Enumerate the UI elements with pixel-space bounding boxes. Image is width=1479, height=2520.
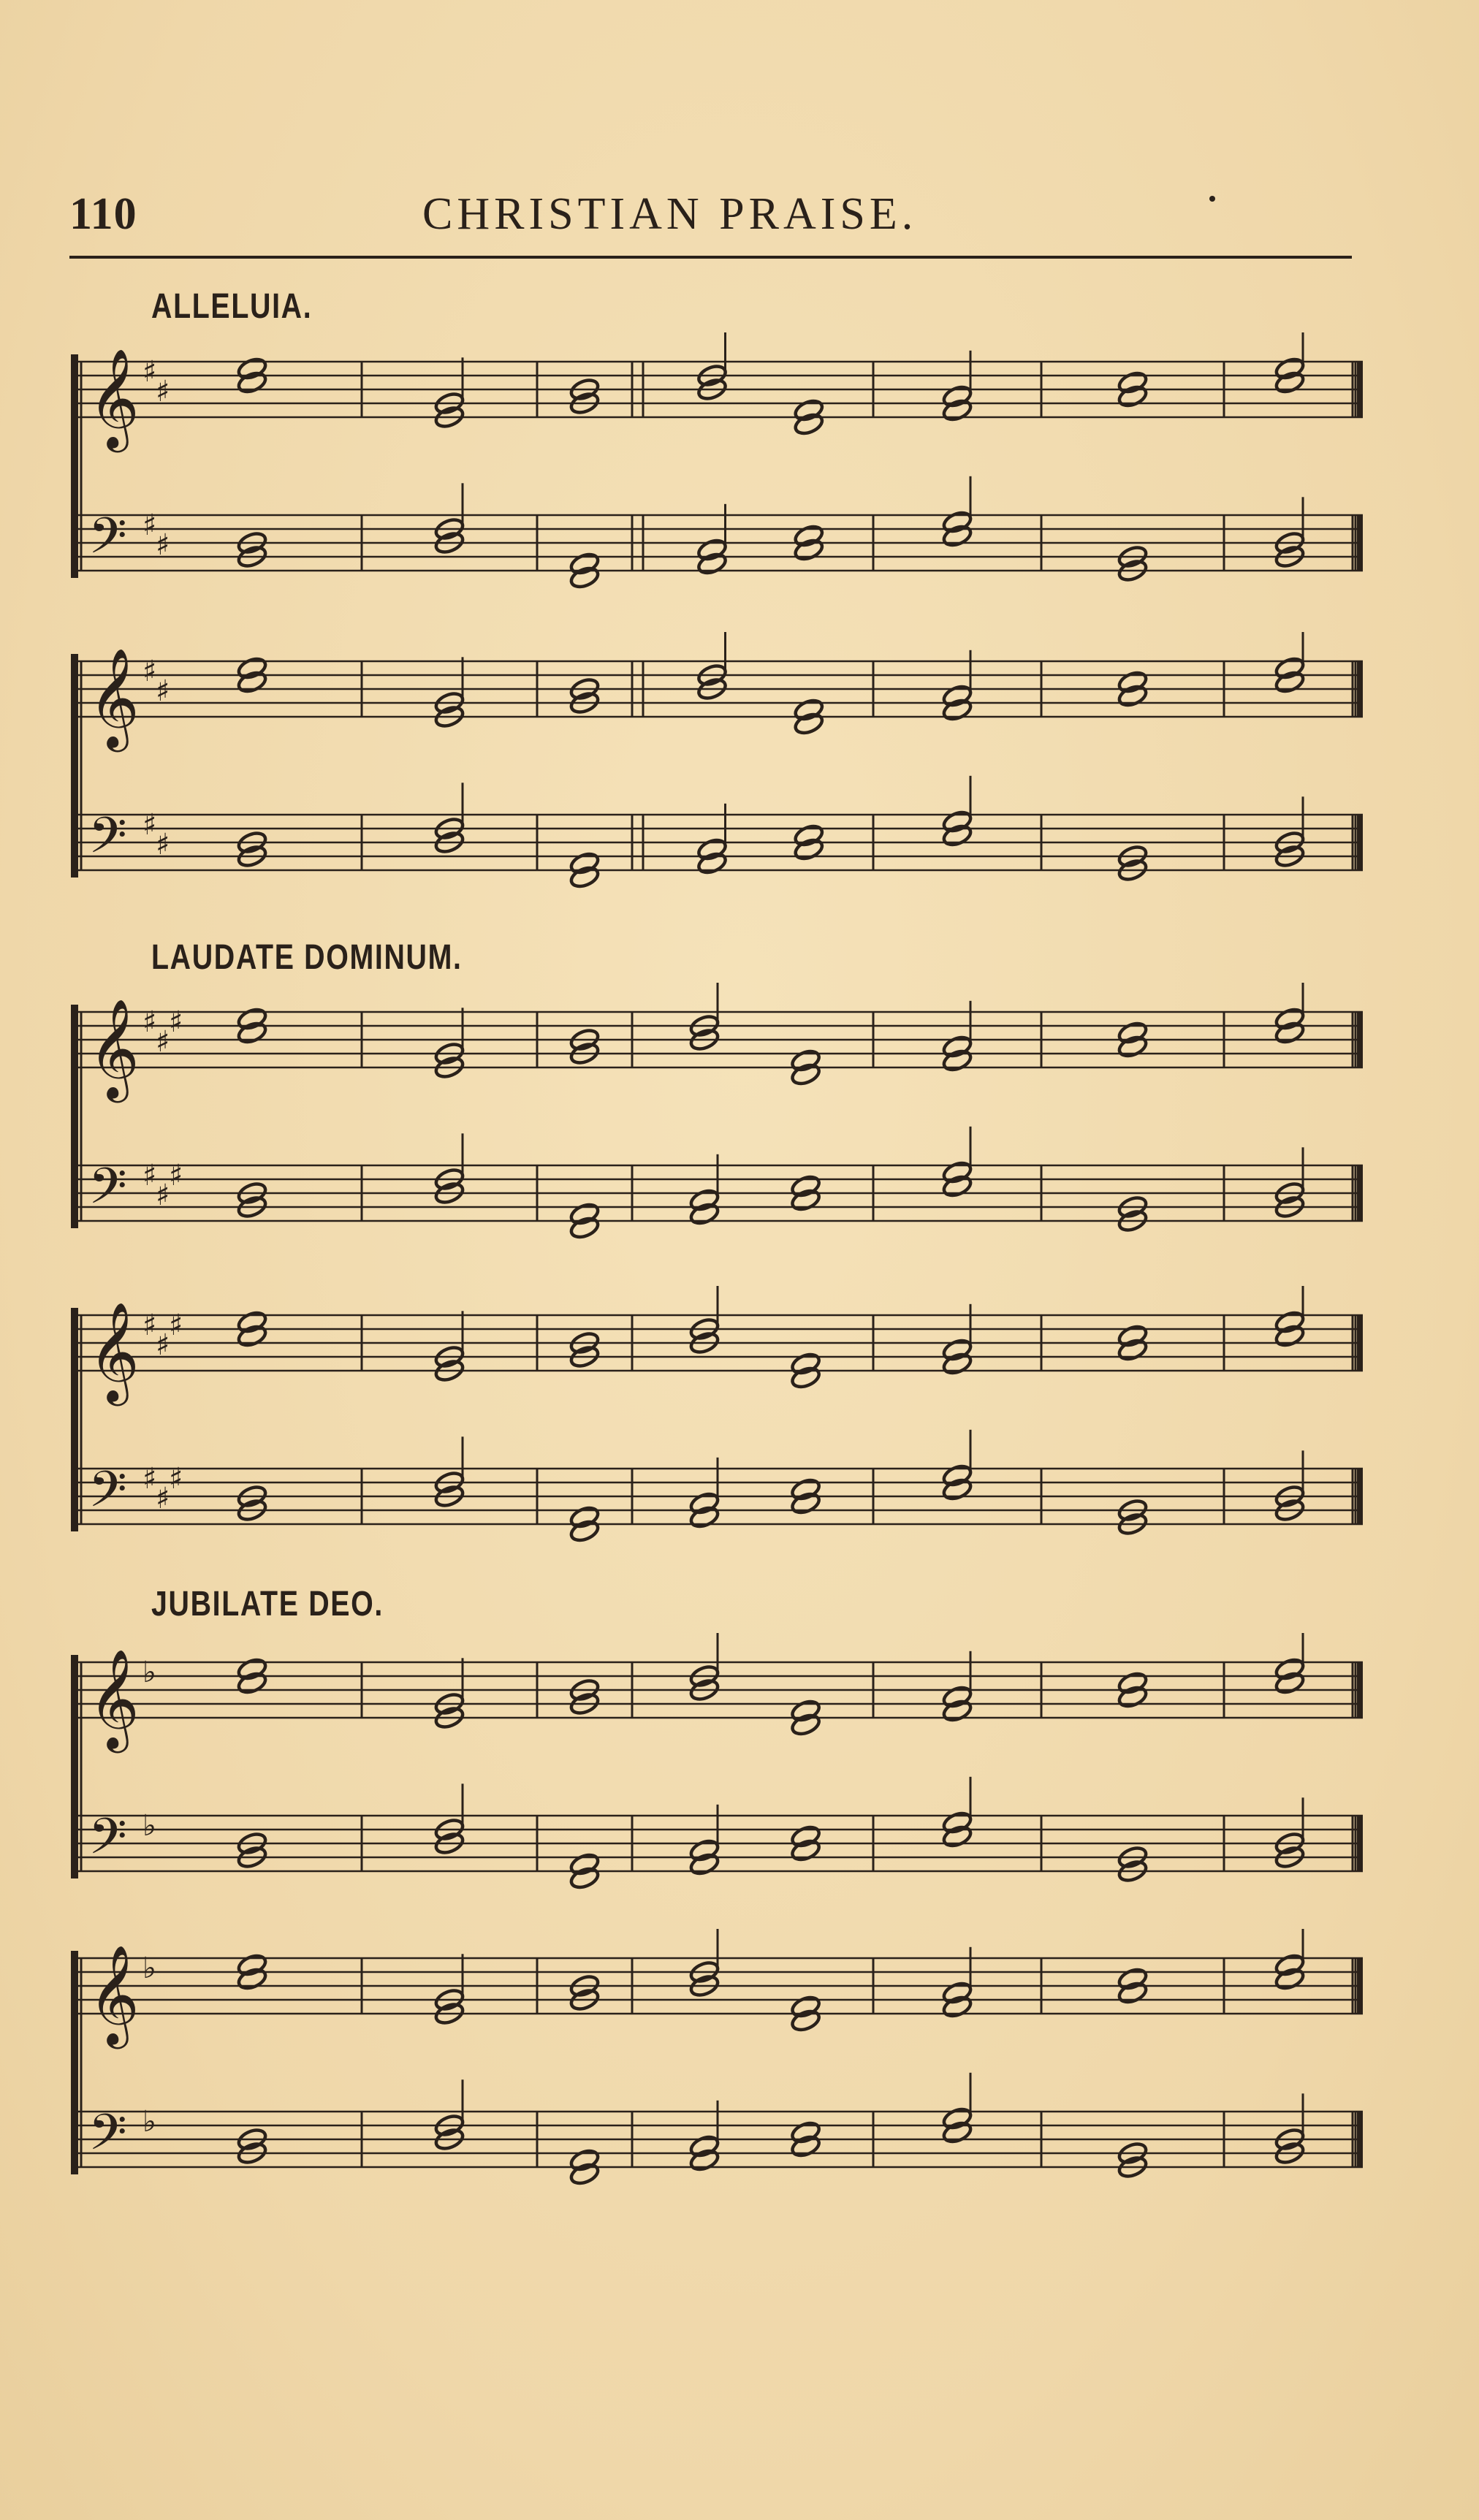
half-note <box>569 1504 600 1530</box>
treble-clef-icon: 𝄞 <box>88 347 140 448</box>
half-note <box>793 523 824 549</box>
half-note <box>790 1994 821 2020</box>
system-brace <box>71 1005 78 1228</box>
half-note <box>941 1824 973 1849</box>
sharp-icon: ♯ <box>142 1462 157 1496</box>
half-note <box>236 1323 267 1349</box>
half-note <box>941 1980 973 2006</box>
half-note <box>688 1201 720 1227</box>
bass-clef-icon: 𝄢 <box>88 1158 127 1227</box>
treble-clef-icon: 𝄞 <box>88 997 140 1098</box>
final-barline <box>1357 815 1363 870</box>
system-brace <box>71 354 78 578</box>
sharp-icon: ♯ <box>169 1309 183 1343</box>
half-note <box>793 711 824 736</box>
sharp-icon: ♯ <box>142 355 157 389</box>
half-note <box>236 370 267 395</box>
score-staves <box>69 983 1377 1246</box>
system-brace <box>71 1655 78 1878</box>
half-note <box>1117 1980 1148 2006</box>
half-note <box>569 2147 600 2173</box>
half-note <box>793 397 824 423</box>
half-note <box>569 2161 600 2187</box>
bass-clef-icon: 𝄢 <box>88 508 127 577</box>
half-note <box>941 683 973 709</box>
half-note <box>1117 370 1148 395</box>
half-note <box>790 1712 821 1737</box>
half-note <box>790 1824 821 1849</box>
sharp-icon: ♯ <box>142 808 157 842</box>
bass-clef-icon: 𝄢 <box>88 2104 127 2174</box>
half-note <box>236 1966 267 1992</box>
half-note <box>793 537 824 563</box>
half-note <box>696 850 728 876</box>
half-note <box>236 1670 267 1696</box>
half-note <box>941 397 973 423</box>
score-staves <box>69 632 1377 895</box>
half-note <box>696 537 728 563</box>
ink-speck <box>1209 196 1215 202</box>
half-note <box>688 1504 720 1530</box>
half-note <box>941 1337 973 1363</box>
treble-clef-icon: 𝄞 <box>88 1301 140 1401</box>
sharp-icon: ♯ <box>142 509 157 543</box>
half-note <box>941 2106 973 2131</box>
half-note <box>1274 1020 1305 1046</box>
final-barline <box>1357 1469 1363 1524</box>
half-note <box>790 1365 821 1390</box>
flat-icon: ♭ <box>142 2105 156 2139</box>
half-note <box>941 1463 973 1488</box>
chant-title-laudate: LAUDATE DOMINUM. <box>151 938 463 977</box>
half-note <box>790 1187 821 1213</box>
system-alleluia-1 <box>69 332 1377 595</box>
half-note <box>790 1173 821 1199</box>
half-note <box>1117 1684 1148 1710</box>
half-note <box>569 1201 600 1227</box>
system-laudate-2 <box>69 1286 1377 1549</box>
half-note <box>941 809 973 834</box>
half-note <box>790 2008 821 2033</box>
sharp-icon: ♯ <box>156 1024 170 1059</box>
half-note <box>1274 1966 1305 1992</box>
treble-clef-icon: 𝄞 <box>88 647 140 747</box>
half-note <box>790 1351 821 1377</box>
page-number: 110 <box>69 189 137 239</box>
half-note <box>941 384 973 409</box>
half-note <box>941 823 973 848</box>
half-note <box>688 2133 720 2159</box>
final-barline <box>1357 1662 1363 1718</box>
system-jubilate-1 <box>69 1633 1377 1896</box>
half-note <box>1274 1323 1305 1349</box>
sharp-icon: ♯ <box>156 827 170 861</box>
final-barline <box>1357 1165 1363 1221</box>
half-note <box>941 1160 973 1185</box>
sharp-icon: ♯ <box>156 374 170 408</box>
treble-clef-icon: 𝄞 <box>88 1648 140 1748</box>
half-note <box>790 1838 821 1863</box>
half-note <box>1117 1020 1148 1046</box>
half-note <box>1117 1337 1148 1363</box>
sharp-icon: ♯ <box>169 1005 183 1040</box>
half-note <box>941 509 973 535</box>
half-note <box>236 1020 267 1046</box>
sharp-icon: ♯ <box>142 1309 157 1343</box>
half-note <box>1274 1670 1305 1696</box>
final-barline <box>1357 515 1363 571</box>
half-note <box>790 2133 821 2159</box>
half-note <box>1274 1656 1305 1682</box>
half-note <box>941 1810 973 1835</box>
bass-clef-icon: 𝄢 <box>88 807 127 877</box>
sharp-icon: ♯ <box>156 674 170 708</box>
half-note <box>1117 1670 1148 1696</box>
sharp-icon: ♯ <box>142 655 157 689</box>
half-note <box>236 669 267 695</box>
half-note <box>569 850 600 876</box>
half-note <box>1117 1966 1148 1992</box>
half-note <box>569 864 600 890</box>
half-note <box>1117 1034 1148 1059</box>
sharp-icon: ♯ <box>156 1481 170 1515</box>
final-barline <box>1357 1958 1363 2014</box>
half-note <box>688 1851 720 1877</box>
half-note <box>941 1048 973 1073</box>
half-note <box>1117 669 1148 695</box>
sharp-icon: ♯ <box>156 1328 170 1362</box>
half-note <box>790 1062 821 1087</box>
half-note <box>1274 655 1305 681</box>
half-note <box>688 1491 720 1516</box>
half-note <box>688 2147 720 2173</box>
bass-clef-icon: 𝄢 <box>88 1461 127 1531</box>
half-note <box>941 1698 973 1724</box>
half-note <box>790 2120 821 2145</box>
half-note <box>688 1838 720 1863</box>
header-rule <box>69 256 1352 259</box>
score-staves <box>69 1286 1377 1549</box>
half-note <box>569 1851 600 1877</box>
half-note <box>236 1006 267 1032</box>
score-staves <box>69 1633 1377 1896</box>
half-note <box>236 655 267 681</box>
half-note <box>790 1477 821 1502</box>
system-brace <box>71 654 78 878</box>
half-note <box>1117 384 1148 409</box>
treble-clef-icon: 𝄞 <box>88 1944 140 2044</box>
half-note <box>941 523 973 549</box>
system-alleluia-2 <box>69 632 1377 895</box>
half-note <box>941 697 973 723</box>
half-note <box>1274 669 1305 695</box>
sharp-icon: ♯ <box>156 528 170 562</box>
half-note <box>941 1477 973 1502</box>
sharp-icon: ♯ <box>169 1462 183 1496</box>
final-barline <box>1357 362 1363 417</box>
system-laudate-1 <box>69 983 1377 1246</box>
half-note <box>793 411 824 437</box>
final-barline <box>1357 661 1363 717</box>
sharp-icon: ♯ <box>142 1005 157 1040</box>
half-note <box>793 823 824 848</box>
half-note <box>696 837 728 862</box>
half-note <box>1274 370 1305 395</box>
half-note <box>1274 1006 1305 1032</box>
system-brace <box>71 1308 78 1531</box>
half-note <box>236 356 267 381</box>
half-note <box>236 1656 267 1682</box>
chant-title-alleluia: ALLELUIA. <box>151 287 313 326</box>
half-note <box>941 2120 973 2145</box>
half-note <box>569 1865 600 1891</box>
score-staves <box>69 332 1377 595</box>
sharp-icon: ♯ <box>156 1178 170 1212</box>
half-note <box>688 1187 720 1213</box>
half-note <box>941 1173 973 1199</box>
half-note <box>793 697 824 723</box>
half-note <box>569 1518 600 1544</box>
final-barline <box>1357 2112 1363 2167</box>
half-note <box>569 551 600 576</box>
half-note <box>696 551 728 576</box>
half-note <box>941 1684 973 1710</box>
bass-clef-icon: 𝄢 <box>88 1808 127 1878</box>
half-note <box>569 1215 600 1241</box>
chant-title-jubilate: JUBILATE DEO. <box>151 1585 384 1623</box>
half-note <box>1274 1309 1305 1335</box>
page-title: CHRISTIAN PRAISE. <box>422 189 918 239</box>
half-note <box>941 1034 973 1059</box>
score-staves <box>69 1929 1377 2192</box>
half-note <box>1117 1323 1148 1349</box>
half-note <box>941 1351 973 1377</box>
sharp-icon: ♯ <box>169 1159 183 1193</box>
half-note <box>793 837 824 862</box>
system-jubilate-2 <box>69 1929 1377 2192</box>
half-note <box>1274 356 1305 381</box>
final-barline <box>1357 1315 1363 1371</box>
half-note <box>790 1698 821 1724</box>
system-brace <box>71 1951 78 2174</box>
half-note <box>941 1994 973 2020</box>
sharp-icon: ♯ <box>142 1159 157 1193</box>
half-note <box>569 565 600 590</box>
flat-icon: ♭ <box>142 1809 156 1843</box>
flat-icon: ♭ <box>142 1656 156 1690</box>
flat-icon: ♭ <box>142 1952 156 1986</box>
half-note <box>236 1309 267 1335</box>
half-note <box>790 1491 821 1516</box>
final-barline <box>1357 1816 1363 1871</box>
final-barline <box>1357 1012 1363 1067</box>
half-note <box>790 1048 821 1073</box>
half-note <box>1274 1952 1305 1978</box>
half-note <box>236 1952 267 1978</box>
half-note <box>1117 683 1148 709</box>
